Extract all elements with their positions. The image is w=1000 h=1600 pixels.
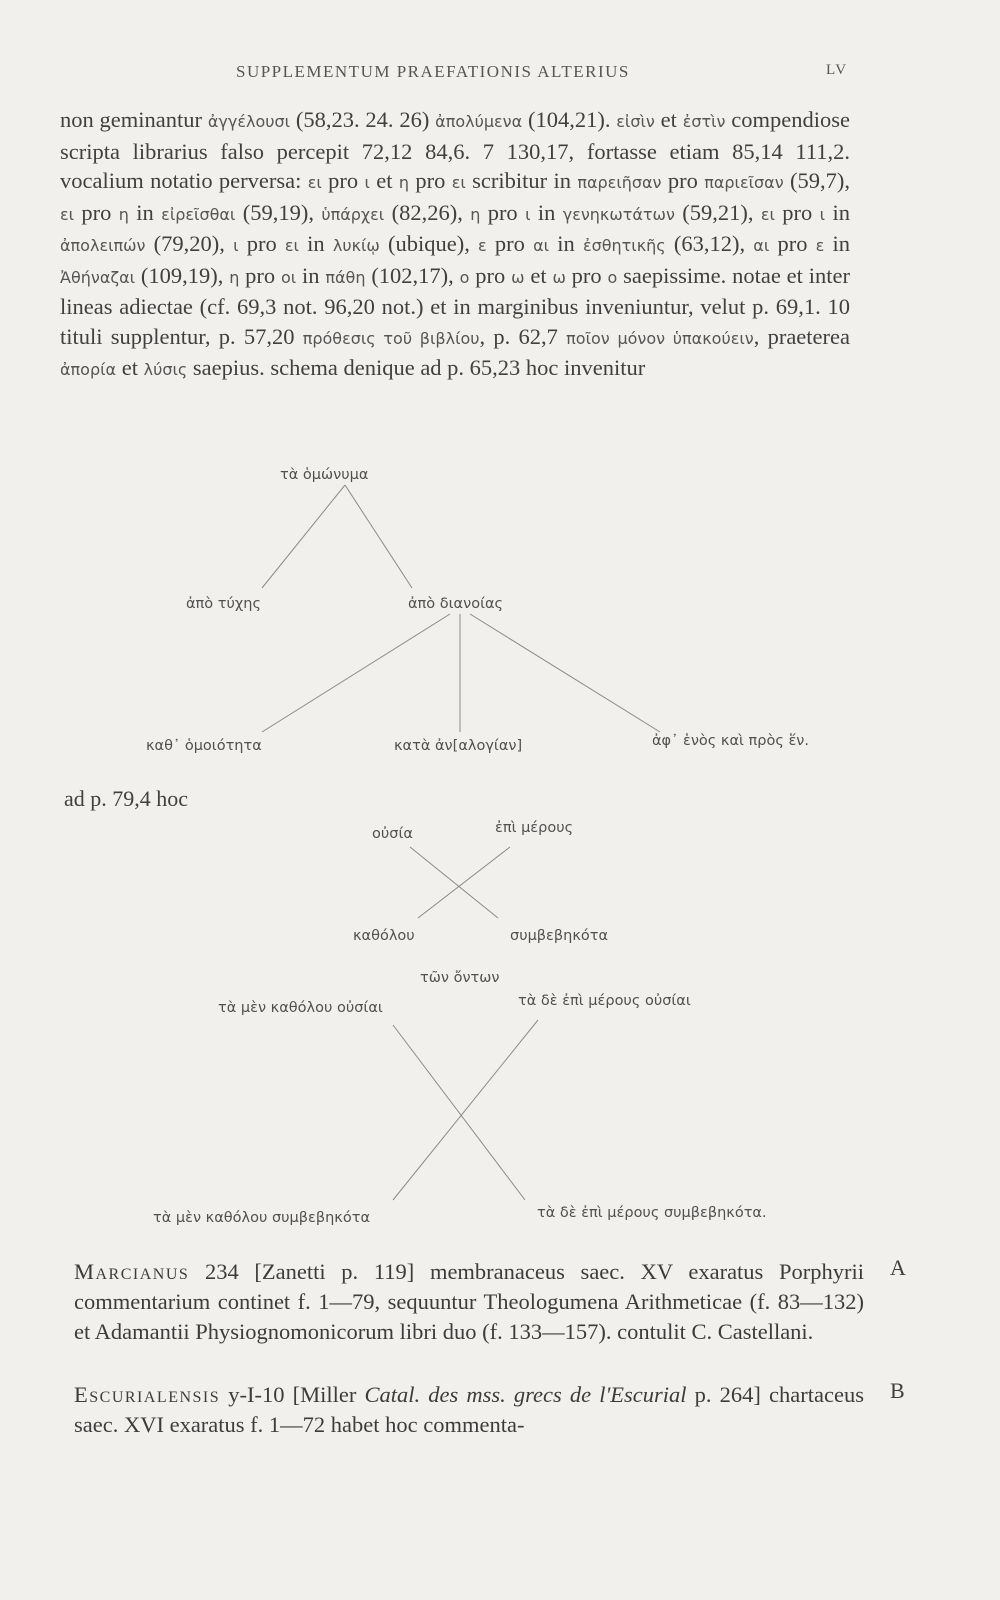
node-symbebekota: συμβεβηκότα xyxy=(510,928,609,944)
text-run: pro xyxy=(769,231,816,256)
node-ton-onton: τῶν ὄντων xyxy=(420,970,500,986)
text-run: pro xyxy=(661,168,705,193)
node-ousia: οὐσία xyxy=(372,826,413,842)
text-run: (104,21). xyxy=(522,107,617,132)
edge-root-right xyxy=(345,485,412,588)
node-epi-merous: ἐπὶ μέρους xyxy=(495,820,574,836)
greek-word: γενηκωτάτων xyxy=(562,204,675,224)
manuscript-text: 234 [Zanetti p. 119] membranaceus saec. XV exaratus Porphyrii commentarium continet f. 1—79, sequuntur Theologumena Arithmeticae (f. 83—132) et Adamantii Physiognomonicorum libri duo (f. 133—157). contulit C. Castellani. xyxy=(74,1259,864,1344)
text-run: pro xyxy=(480,199,526,225)
page-number: LV xyxy=(826,62,848,78)
node-leaf3: ἀφ᾽ ἑνὸς καὶ πρὸς ἕν. xyxy=(652,733,810,749)
text-run: in xyxy=(128,199,162,225)
manuscript-italic: Catal. des mss. grecs de l'Escurial xyxy=(364,1382,687,1407)
manuscript-text-cont: p. 264] chartaceus saec. XVI exaratus f. 1—72 habet hoc commenta- xyxy=(74,1382,864,1437)
node-katholou-symbebekota: τὰ μὲν καθόλου συμβεβηκότα xyxy=(153,1210,371,1226)
node-katholou: καθόλου xyxy=(353,928,415,944)
text-run: (59,21), xyxy=(674,199,761,225)
text-run: (82,26), xyxy=(384,199,471,225)
manuscript-text: y-I-10 [Miller xyxy=(220,1382,365,1407)
text-run: pro xyxy=(469,262,512,288)
siglum-b: B xyxy=(890,1378,905,1403)
text-run: , praeterea xyxy=(753,323,850,349)
greek-word: εἰσὶν xyxy=(616,112,655,131)
edge-cross-b xyxy=(418,847,510,918)
greek-word: η xyxy=(398,173,410,192)
schema-ton-onton xyxy=(153,970,767,1226)
node-katholou-ousiai: τὰ μὲν καθόλου οὐσίαι xyxy=(218,1000,383,1016)
running-head-title: SUPPLEMENTUM PRAEFATIONIS ALTERIUS xyxy=(236,62,630,81)
node-merous-symbebekota: τὰ δὲ ἐπὶ μέρους συμβεβηκότα. xyxy=(537,1205,767,1221)
text-run: saepius. schema denique ad p. 65,23 hoc invenitur xyxy=(187,355,646,380)
text-run: pro xyxy=(565,262,608,288)
greek-word: λυκίῳ xyxy=(332,236,380,255)
manuscript-name: Marcianus xyxy=(74,1259,190,1284)
greek-word: εἰρεῖσθαι xyxy=(161,204,236,224)
greek-word: πάθη xyxy=(325,267,366,287)
greek-word: αι xyxy=(533,236,550,255)
text-run: in xyxy=(530,199,563,225)
greek-word: οι xyxy=(281,267,297,287)
edge-root-left xyxy=(262,485,345,588)
text-run: compendiose scripta librarius falso percepit 72,12 84,6. 7 130,17, fortasse etiam 85,14 111,2. vocalium notatio perversa: xyxy=(60,107,850,193)
greek-word: πρόθεσις τοῦ βιβλίου xyxy=(302,328,480,348)
greek-word: ει xyxy=(307,173,322,192)
text-run: pro xyxy=(238,231,285,256)
siglum-a: A xyxy=(890,1255,906,1280)
greek-word: παρειῆσαν xyxy=(577,173,662,192)
text-run: saepissime. notae et inter lineas adiectae (cf. 69,3 not. 96,20 not.) et in marginibus inveniuntur, velut p. 69,1. 10 tituli supplentur, p. 57,20 xyxy=(60,262,850,349)
node-left: ἀπὸ τύχης xyxy=(186,596,261,612)
text-run: in xyxy=(824,231,850,256)
schema-homonyma xyxy=(146,467,809,754)
greek-word: ει xyxy=(60,204,75,224)
greek-word: ω xyxy=(511,267,525,287)
greek-word: ι xyxy=(819,204,826,224)
text-run: (59,19), xyxy=(235,199,322,225)
node-right: ἀπὸ διανοίας xyxy=(408,596,504,612)
text-run: pro xyxy=(486,231,534,256)
schema-ousia xyxy=(353,820,608,944)
manuscript-entry-b xyxy=(74,1380,864,1440)
text-run: pro xyxy=(74,199,119,225)
greek-word: ι xyxy=(525,204,531,224)
text-run: pro xyxy=(239,262,281,288)
greek-word: ἐστὶν xyxy=(682,112,726,131)
greek-word: ὑπάρχει xyxy=(321,204,385,224)
edge-cross-d xyxy=(393,1020,538,1200)
edge-cross-a xyxy=(410,847,498,918)
greek-word: ἀπολύμενα xyxy=(435,112,523,131)
text-run: et xyxy=(524,262,553,288)
greek-word: ο xyxy=(459,267,470,287)
node-root: τὰ ὁμώνυμα xyxy=(280,467,369,483)
greek-word: ἀγγέλουσι xyxy=(207,112,291,131)
text-run: (58,23. 24. 26) xyxy=(290,107,436,132)
greek-word: ει xyxy=(760,204,775,224)
text-run: pro xyxy=(409,168,452,193)
text-run: (59,7), xyxy=(783,168,850,193)
greek-word: παριεῖσαν xyxy=(704,173,784,192)
text-run: pro xyxy=(774,199,820,225)
edge-cross-c xyxy=(393,1025,525,1200)
text-run: et xyxy=(654,107,683,132)
greek-word: ἀπορία xyxy=(60,360,117,379)
text-run: , p. 62,7 xyxy=(479,323,567,349)
node-merous-ousiai: τὰ δὲ ἐπὶ μέρους οὐσίαι xyxy=(518,993,691,1009)
greek-word: η xyxy=(229,267,240,287)
manuscript-name: Escurialensis xyxy=(74,1382,221,1407)
ad-page-label: ad p. 79,4 hoc xyxy=(64,786,189,811)
text-run: in xyxy=(549,231,583,256)
text-run: et xyxy=(116,355,144,380)
text-run: in xyxy=(825,199,850,225)
greek-word: λύσις xyxy=(143,360,188,379)
greek-word: ἐσθητικῆς xyxy=(582,236,666,255)
edge-right-leaf3 xyxy=(470,614,660,732)
greek-word: η xyxy=(470,204,481,224)
greek-word: ε xyxy=(478,236,487,255)
greek-word: ο xyxy=(607,267,618,287)
text-run: in xyxy=(298,231,333,256)
text-run: (63,12), xyxy=(665,231,754,256)
node-leaf2: κατὰ ἀν[αλογίαν] xyxy=(394,738,523,754)
node-leaf1: καθ᾽ ὁμοιότητα xyxy=(146,738,262,754)
text-run: pro xyxy=(321,168,365,193)
greek-word: Ἀθήναζαι xyxy=(60,267,136,287)
text-run: (102,17), xyxy=(365,262,460,288)
text-run: in xyxy=(296,262,326,288)
text-run: (109,19), xyxy=(135,262,230,288)
text-run: (ubique), xyxy=(379,231,479,256)
greek-word: ἀπολειπών xyxy=(60,236,146,255)
greek-word: αι xyxy=(753,236,770,255)
greek-word: η xyxy=(118,204,129,224)
greek-word: ω xyxy=(552,267,566,287)
greek-word: ει xyxy=(284,236,299,255)
text-run: non geminantur xyxy=(60,107,208,132)
greek-word: ε xyxy=(815,236,825,255)
text-run: et xyxy=(369,168,399,193)
greek-word: ι xyxy=(364,173,370,192)
text-run: (79,20), xyxy=(145,231,234,256)
greek-word: ποῖον μόνον ὑπακούειν xyxy=(566,328,754,348)
edge-right-leaf1 xyxy=(262,614,450,732)
greek-word: ι xyxy=(233,236,239,255)
greek-word: ει xyxy=(451,173,466,192)
manuscript-entry-a xyxy=(74,1257,864,1347)
text-run: scribitur in xyxy=(465,168,578,193)
